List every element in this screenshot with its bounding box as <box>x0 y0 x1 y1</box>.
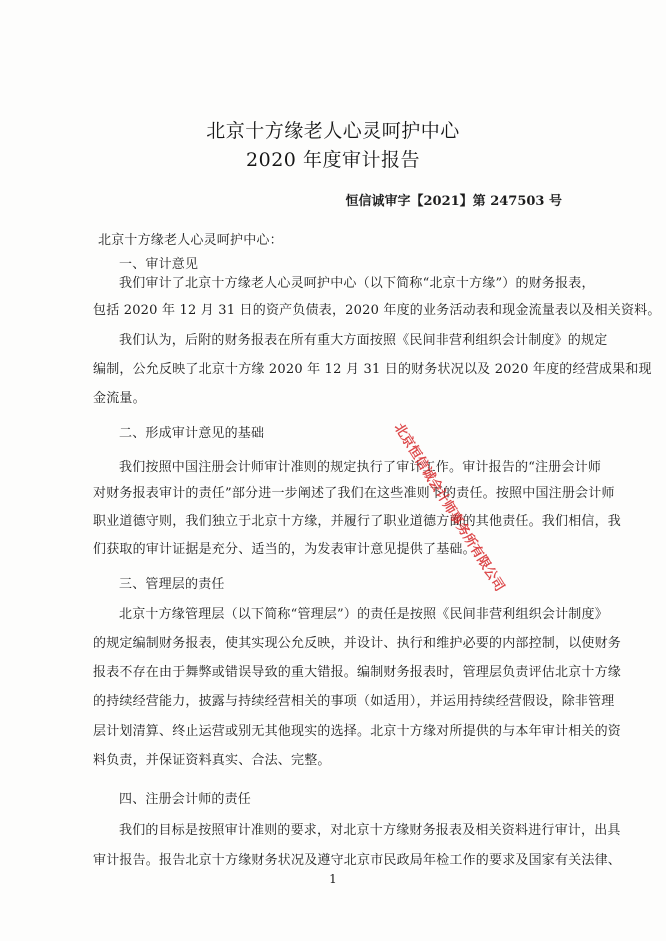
section-4-heading: 四、注册会计师的责任 <box>119 792 252 807</box>
addressee: 北京十方缘老人心灵呵护中心： <box>98 233 283 248</box>
section-3-line-1: 北京十方缘管理层（以下简称“管理层”）的责任是按照《民间非营利组织会计制度》 <box>119 607 608 622</box>
section-2-heading: 二、形成审计意见的基础 <box>119 426 265 441</box>
section-1-paragraph-2-line-1: 我们认为，后附的财务报表在所有重大方面按照《民间非营利组织会计制度》的规定 <box>119 333 608 348</box>
section-2-line-3: 职业道德守则，我们独立于北京十方缘，并履行了职业道德方面的其他责任。我们相信，我 <box>93 514 622 529</box>
section-1-paragraph-1-line-1: 我们审计了北京十方缘老人心灵呵护中心（以下简称“北京十方缘”）的财务报表， <box>119 276 595 291</box>
section-1-paragraph-2-line-2: 编制，公允反映了北京十方缘 2020 年 12 月 31 日的财务状况以及 2020 年度的经营成果和现 <box>93 362 652 377</box>
reference-number: 恒信诚审字【2021】第 247503 号 <box>345 194 562 209</box>
section-1-paragraph-1-line-2: 包括 2020 年 12 月 31 日的资产负债表，2020 年度的业务活动表和现金流量表以及相关资料。 <box>93 303 661 318</box>
section-4-line-1: 我们的目标是按照审计准则的要求，对北京十方缘财务报表及相关资料进行审计，出具 <box>119 823 621 838</box>
section-3-line-6: 料负责，并保证资料真实、合法、完整。 <box>93 753 331 768</box>
section-2-line-1: 我们按照中国注册会计师审计准则的规定执行了审计工作。审计报告的“注册会计师 <box>119 460 602 475</box>
report-title-org: 北京十方缘老人心灵呵护中心 <box>206 120 460 142</box>
page-number: 1 <box>329 872 337 886</box>
section-3-heading: 三、管理层的责任 <box>119 577 225 592</box>
section-4-line-2: 审计报告。报告北京十方缘财务状况及遵守北京市民政局年检工作的要求及国家有关法律、 <box>93 853 622 868</box>
section-3-line-2: 的规定编制财务报表，使其实现公允反映，并设计、执行和维护必要的内部控制，以使财务 <box>93 636 622 651</box>
section-1-paragraph-2-line-3: 金流量。 <box>93 391 146 406</box>
section-1-heading: 一、审计意见 <box>119 257 199 272</box>
section-3-line-4: 的持续经营能力，披露与持续经营相关的事项（如适用），并运用持续经营假设，除非管理 <box>93 694 615 709</box>
section-3-line-3: 报表不存在由于舞弊或错误导致的重大错报。编制财务报表时，管理层负责评估北京十方缘 <box>93 665 622 680</box>
report-title-year: 2020 年度审计报告 <box>246 149 420 171</box>
section-2-line-2: 对财务报表审计的责任”部分进一步阐述了我们在这些准则下的责任。按照中国注册会计师 <box>93 486 615 501</box>
seal-stamp: 北京恒信诚会计师事务所有限公司 <box>390 420 507 595</box>
section-3-line-5: 层计划清算、终止运营或别无其他现实的选择。北京十方缘对所提供的与本年审计相关的资 <box>93 724 622 739</box>
section-2-line-4: 们获取的审计证据是充分、适当的，为发表审计意见提供了基础。 <box>93 542 476 557</box>
